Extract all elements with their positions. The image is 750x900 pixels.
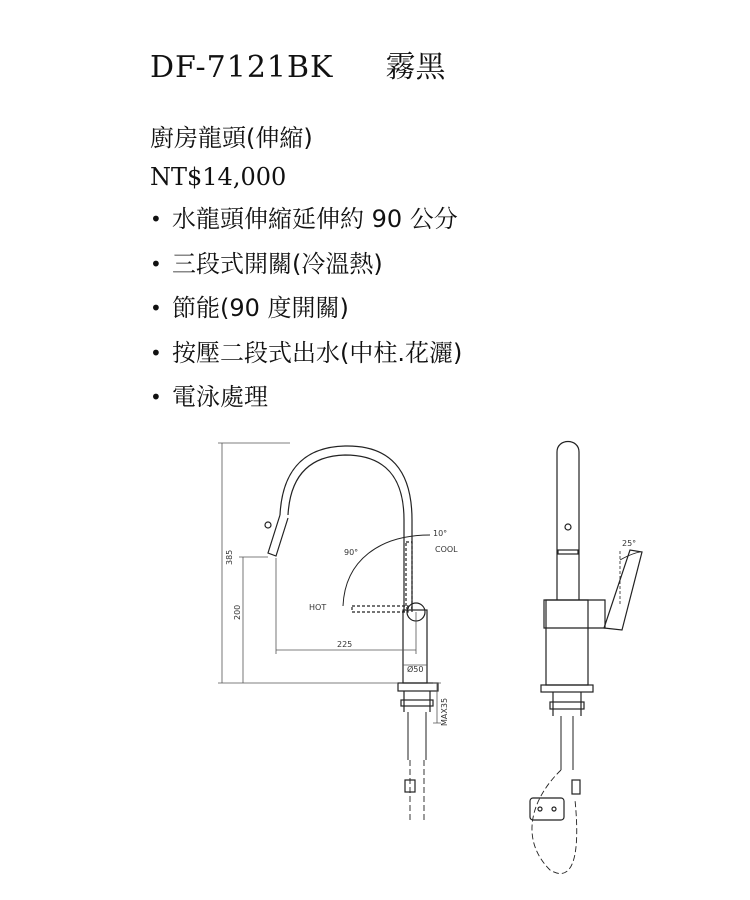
side-supply-tube xyxy=(561,716,573,770)
side-hose-loop xyxy=(532,770,577,874)
counterweight-bolt-icon xyxy=(552,807,556,811)
handle-lever-cool xyxy=(406,542,412,608)
dim-label-385: 385 xyxy=(225,549,234,565)
mount-nut xyxy=(401,700,433,706)
bullet-icon: • xyxy=(150,207,162,232)
finish-name: 霧黑 xyxy=(385,50,446,85)
handle-lever-hot xyxy=(352,606,408,612)
feature-text: 水龍頭伸縮延伸約 90 公分 xyxy=(172,205,458,234)
shank xyxy=(404,691,430,712)
spray-ring xyxy=(558,550,578,554)
feature-text: 電泳處理 xyxy=(172,383,268,412)
side-body xyxy=(546,600,588,685)
supply-hose xyxy=(410,760,424,820)
height-dim-200 xyxy=(239,557,268,683)
side-base-plate xyxy=(541,685,593,692)
side-spout xyxy=(557,442,579,601)
spray-head xyxy=(268,515,288,556)
side-mount-nut xyxy=(550,702,584,709)
base-plate xyxy=(398,683,438,691)
angle-label-10: 10° xyxy=(433,529,448,538)
dim-label-max35: MAX35 xyxy=(440,697,449,726)
side-angle-arc xyxy=(620,552,640,560)
cold-label: COOL xyxy=(435,545,458,554)
side-shank xyxy=(553,692,581,716)
dim-label-50: Ø50 xyxy=(407,665,424,674)
product-name: 廚房龍頭(伸縮) xyxy=(150,124,313,152)
product-price: NT$14,000 xyxy=(150,163,287,191)
gooseneck-inner xyxy=(288,455,404,520)
bullet-icon: • xyxy=(150,251,162,276)
feature-text: 按壓二段式出水(中柱.花灑) xyxy=(172,338,463,367)
side-view xyxy=(530,442,642,874)
gooseneck-outer xyxy=(280,446,412,520)
spout-column xyxy=(404,520,412,612)
front-view xyxy=(265,446,438,820)
rotation-arc xyxy=(343,535,430,606)
model-number: DF-7121BK xyxy=(150,50,334,85)
side-handle-lever xyxy=(604,550,642,630)
feature-text: 三段式開關(冷溫熱) xyxy=(172,249,383,278)
side-handle-hub xyxy=(544,600,605,628)
angle-label-90: 90° xyxy=(344,548,359,557)
hot-label: HOT xyxy=(309,603,327,612)
side-spray-button-icon xyxy=(565,524,571,530)
bullet-icon: • xyxy=(150,385,162,410)
feature-text: 節能(90 度開關) xyxy=(172,294,349,323)
spray-button-icon xyxy=(265,522,271,528)
height-dim-385 xyxy=(218,443,398,683)
dim-label-200: 200 xyxy=(233,604,242,620)
dim-label-225: 225 xyxy=(337,640,353,649)
side-hose-fitting xyxy=(572,780,580,794)
supply-tube xyxy=(408,712,426,760)
angle-label-25: 25° xyxy=(622,539,637,548)
bullet-icon: • xyxy=(150,340,162,365)
counterweight-bolt-icon xyxy=(538,807,542,811)
bullet-icon: • xyxy=(150,296,162,321)
